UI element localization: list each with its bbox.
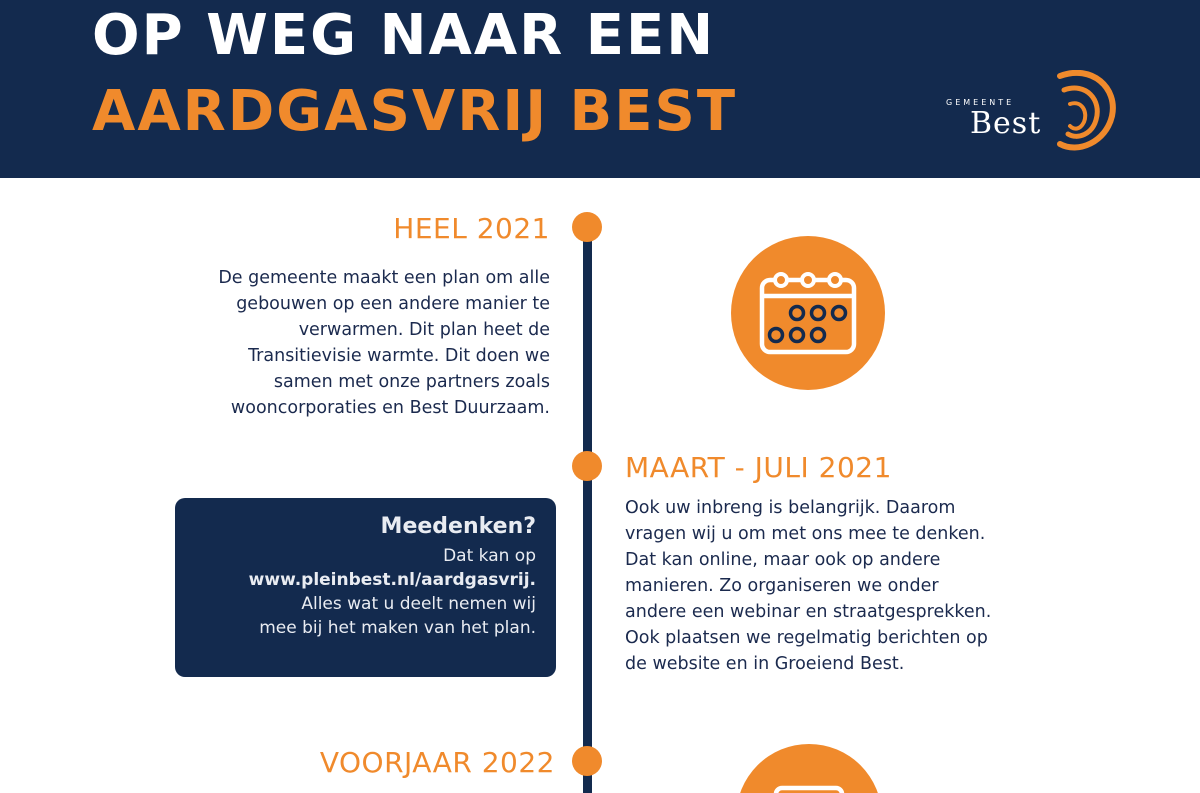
- text-line: Dat kan online, maar ook op andere: [625, 550, 941, 570]
- timeline-text-maart-juli: [625, 495, 991, 677]
- second-icon-circle: [736, 744, 882, 793]
- timeline-dot: [572, 451, 602, 481]
- calendar-icon: [731, 236, 885, 390]
- timeline-line: [583, 226, 592, 793]
- text-line: de website en in Groeiend Best.: [625, 654, 905, 674]
- logo-gemeente-text: GEMEENTE: [946, 98, 1015, 107]
- text-line: vragen wij u om met ons mee te denken.: [625, 524, 986, 544]
- calendar-icon-circle: [731, 236, 885, 390]
- callout-line: mee bij het maken van het plan.: [259, 618, 536, 638]
- timeline-text-2021: [218, 265, 550, 421]
- timeline-heading-voorjaar-2022: VOORJAAR 2022: [319, 746, 555, 779]
- text-line: gebouwen op een andere manier te: [236, 294, 550, 314]
- meedenken-callout: [175, 498, 556, 677]
- text-line: andere een webinar en straatgesprekken.: [625, 602, 992, 622]
- gemeente-best-logo: [944, 70, 1119, 154]
- callout-title: Meedenken?: [380, 514, 536, 539]
- logo-swirl-icon: [1030, 70, 1116, 154]
- text-line: wooncorporaties en Best Duurzaam.: [230, 398, 550, 418]
- callout-line: Dat kan op: [443, 546, 536, 566]
- text-line: Transitievisie warmte. Dit doen we: [248, 346, 550, 366]
- logo-best-text: Best: [970, 106, 1042, 141]
- callout-line: Alles wat u deelt nemen wij: [301, 594, 536, 614]
- page-header: [0, 0, 1200, 178]
- callout-link[interactable]: www.pleinbest.nl/aardgasvrij.: [248, 570, 536, 590]
- timeline-dot: [572, 212, 602, 242]
- text-line: verwarmen. Dit plan heet de: [298, 320, 550, 340]
- partial-icon: [736, 744, 882, 793]
- title-line-1: OP WEG NAAR EEN: [92, 3, 716, 68]
- text-line: Ook plaatsen we regelmatig berichten op: [625, 628, 988, 648]
- text-line: manieren. Zo organiseren we onder: [625, 576, 939, 596]
- title-line-2: AARDGASVRIJ BEST: [92, 79, 738, 144]
- timeline-dot: [572, 746, 602, 776]
- timeline-heading-maart-juli: MAART - JULI 2021: [625, 451, 892, 484]
- timeline-heading-2021: HEEL 2021: [393, 212, 550, 245]
- text-line: Ook uw inbreng is belangrijk. Daarom: [625, 498, 956, 518]
- text-line: samen met onze partners zoals: [273, 372, 550, 392]
- text-line: De gemeente maakt een plan om alle: [218, 268, 550, 288]
